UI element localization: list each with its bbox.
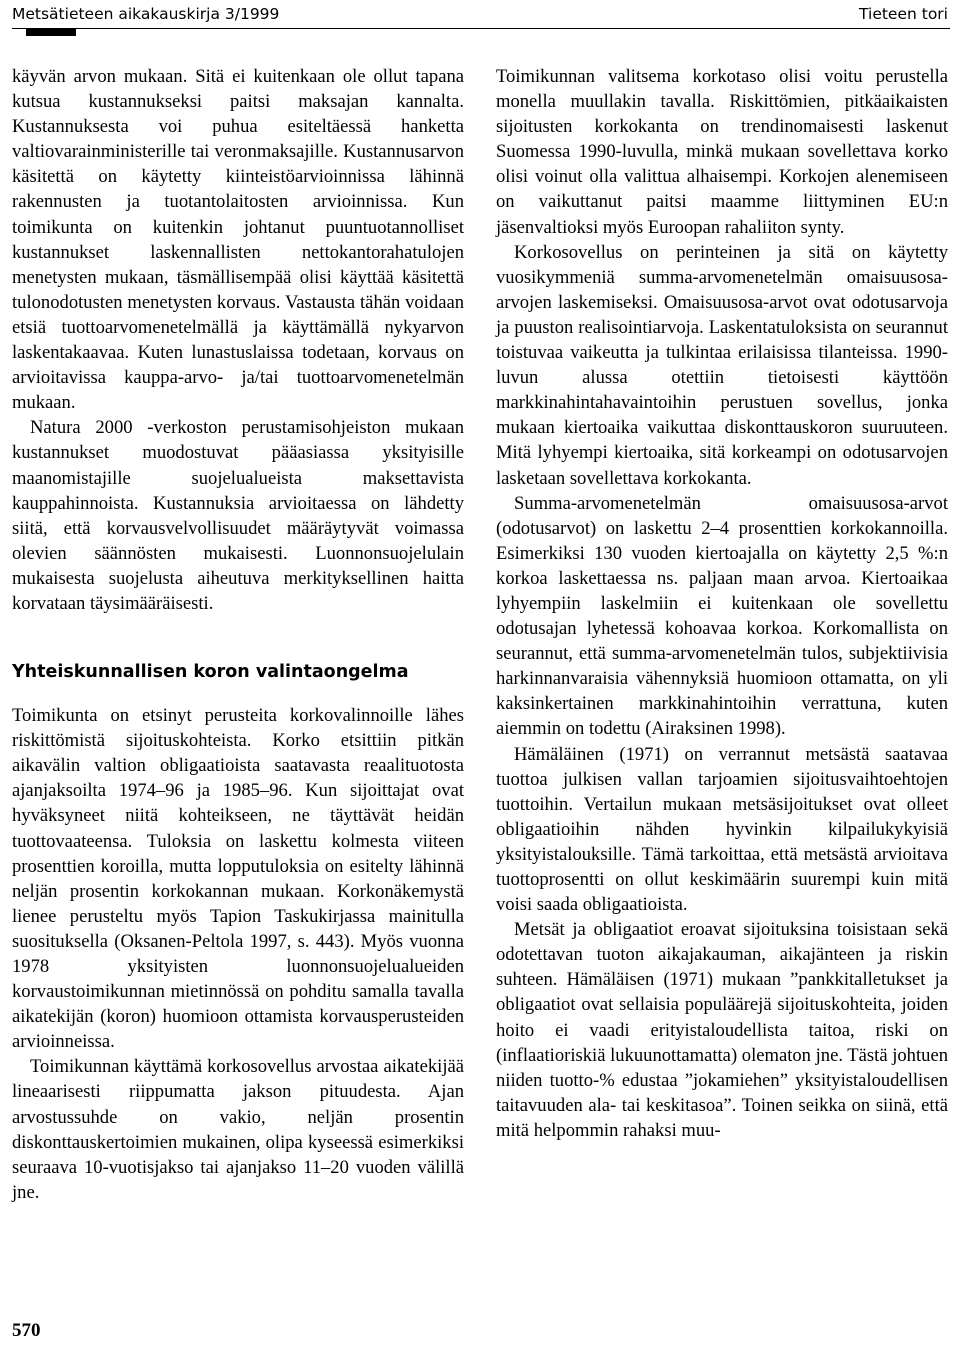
section-title: Tieteen tori bbox=[859, 5, 948, 23]
header-rule bbox=[12, 28, 950, 29]
page-header bbox=[0, 0, 960, 40]
paragraph: Natura 2000 -verkoston perustamisohjeiston mukaan kustannukset muodostuvat pääasiassa yksityisille maanomistajille suojelualueista maksettavista kauppahinnoista. Kustannuksia arvioitaessa on lähdetty siitä, että korvausvelvollisuudet määräytyvät voimassa olevien säännösten mukaisesti. Luonnonsuojelulain mukaisesta suojelusta aiheutuva merkityksellinen haitta korvataan täysimääräisesti. bbox=[12, 417, 464, 614]
right-column bbox=[496, 64, 948, 1143]
journal-title: Metsätieteen aikakauskirja 3/1999 bbox=[12, 5, 280, 23]
header-rule-block bbox=[26, 29, 76, 36]
paragraph: Toimikunta on etsinyt perusteita korkovalinnoille lähes riskittömistä sijoituskohteista. Korko etsittiin pitkän aikavälin valtion obligaatioista saatavasta reaalituotosta ajanjaksoilta 1974–96 ja 1985–96. Kun sijoittajat ovat hyväksyneet niitä kohteikseen, ne täyttävät heidän tuottovaateensa. Tuloksia on laskettu kolmesta viiteen prosenttien koroilla, mutta lopputuloksia on esitelty lähinnä neljän prosentin korkokannan mukaan. Korkonäkemystä lienee perusteltu myös Tapion Taskukirjassa mainitulla suosituksella (Oksanen-Peltola 1997, s. 443). Myös vuonna 1978 yksityisten luonnonsuojelualueiden korvaustoimikunnan mietinnössä on pohditu samalla tavalla aikatekijän (koron) huomioon ottamista korvausperusteiden arvioinneissa. bbox=[12, 705, 464, 1053]
paragraph: Toimikunnan valitsema korkotaso olisi voitu perustella monella muullakin tavalla. Riskittömien, pitkäaikaisten sijoitusten korkokanta on trendinomaisesti laskenut Suomessa 1990-luvulla, minkä mukaan sovellettava korko olisi voinut olla valittua alhaisempi. Korkojen alenemiseen on vaikuttanut paitsi maamme liittyminen EU:n jäsenvaltioksi myös Euroopan rahaliiton synty. bbox=[496, 66, 948, 238]
page-number: 570 bbox=[12, 1320, 41, 1341]
paragraph: Toimikunnan käyttämä korkosovellus arvostaa aikatekijää lineaarisesti riippumatta jakson pituudesta. Ajan arvostussuhde on vakio, neljän prosentin diskonttauskertoimien mukainen, olipa kyseessä esimerkiksi seuraava 10-vuotisjakso tai ajanjakso 11–20 vuoden välillä jne. bbox=[12, 1056, 464, 1203]
paragraph: Korkosovellus on perinteinen ja sitä on käytetty vuosikymmeniä summa-arvomenetelmän omaisuusosa-arvojen laskemiseksi. Omaisuusosa-arvot ovat odotusarvoja ja puuston realisointiarvoja. Laskentatuloksista on seurannut toistuvaa vaikeutta ja tulkintaa erilaisissa tilanteissa. 1990-luvun alussa otettiin tietoisesti käyttöön markkinahintahavaintoihin perustuen sovellus, jonka mukaan kiertoaika vaikuttaa diskonttauskoron suuruuteen. Mitä lyhyempi kiertoaika, sitä korkeampi on odotusarvojen lasketaan sovellettava korkokanta. bbox=[496, 241, 948, 489]
paragraph: Summa-arvomenetelmän omaisuusosa-arvot (odotusarvot) on laskettu 2–4 prosenttien korkokannoilla. Esimerkiksi 130 vuoden kiertoajalla on käytetty 2,5 %:n korkoa laskettaessa ns. paljaan maan arvoa. Kiertoaikaa lyhyempiin laskelmiin ei kuitenkaan ole sovellettu odotusajan lyhetessä kohoavaa korkoa. Korkomallista on seurannut, että summa-arvomenetelmän tulos, subjektiivisia harkinnanvaraisia vähennyksiä huomioon ottamatta, on yli kaksinkertainen markkinahintoihin verrattuna, kuten aiemmin on todettu (Airaksinen 1998). bbox=[496, 492, 948, 740]
paragraph: käyvän arvon mukaan. Sitä ei kuitenkaan ole ollut tapana kutsua kustannukseksi paitsi maksajan kannalta. Kustannuksesta voi puhua esiteltäessä hanketta valtiovarainministerille tai veronmaksajille. Kustannusarvon käsitettä on käytetty kiinteistöarvioinnissa lähinnä rakennusten ja tuotantolaitosten arvioinnissa. Kun toimikunta on kuitenkin johtanut puuntuotannolliset kustannukset laskennallisten nettokantorahatulojen menetysten mukaan, täsmällisempää olisi käyttää käsitettä tulonodotusten menetysten korvaus. Vastausta tähän voidaan etsiä tuottoarvomenetelmällä ja käyttämällä nykyarvon laskentakaavaa. Kuten lunastuslaissa todetaan, korvaus on arvioitavissa kauppa-arvo- ja/tai tuottoarvomenetelmän mukaan. bbox=[12, 66, 464, 414]
section-heading: Yhteiskunnallisen koron valintaongelma bbox=[12, 662, 409, 683]
left-column bbox=[12, 64, 464, 1205]
paragraph: Hämäläinen (1971) on verrannut metsästä saatavaa tuottoa julkisen vallan tarjoamien sijoitusvaihtoehtojen tuottoihin. Vertailun mukaan metsäsijoitukset ovat olleet obligaatioihin nähden hyvinkin kilpailukykyisiä yksityistalouksille. Tämä tarkoittaa, että metsästä arvioitava tuottoprosentti on ollut keskimäärin suurempi kuin mitä voisi saada obligaatioista. bbox=[496, 743, 948, 916]
paragraph: Metsät ja obligaatiot eroavat sijoituksina toisistaan sekä odotettavan tuoton aikajakauman, aikajänteen ja riskin suhteen. Hämäläisen (1971) mukaan ”pankkitalletukset ja obligaatiot ovat sellaisia populäärejä sijoituskohteita, joiden hoito ei vaadi erityistaloudellista taitoa, riski on (inflaatioriskiä lukuunottamatta) olematon jne. Tästä johtuen niiden tuotto-% edustaa ”jokamiehen” yksityistaloudellisen taitavuuden ala- tai keskitasoa”. Toinen seikka on siinä, että mitä helpommin rahaksi muu- bbox=[496, 919, 948, 1141]
